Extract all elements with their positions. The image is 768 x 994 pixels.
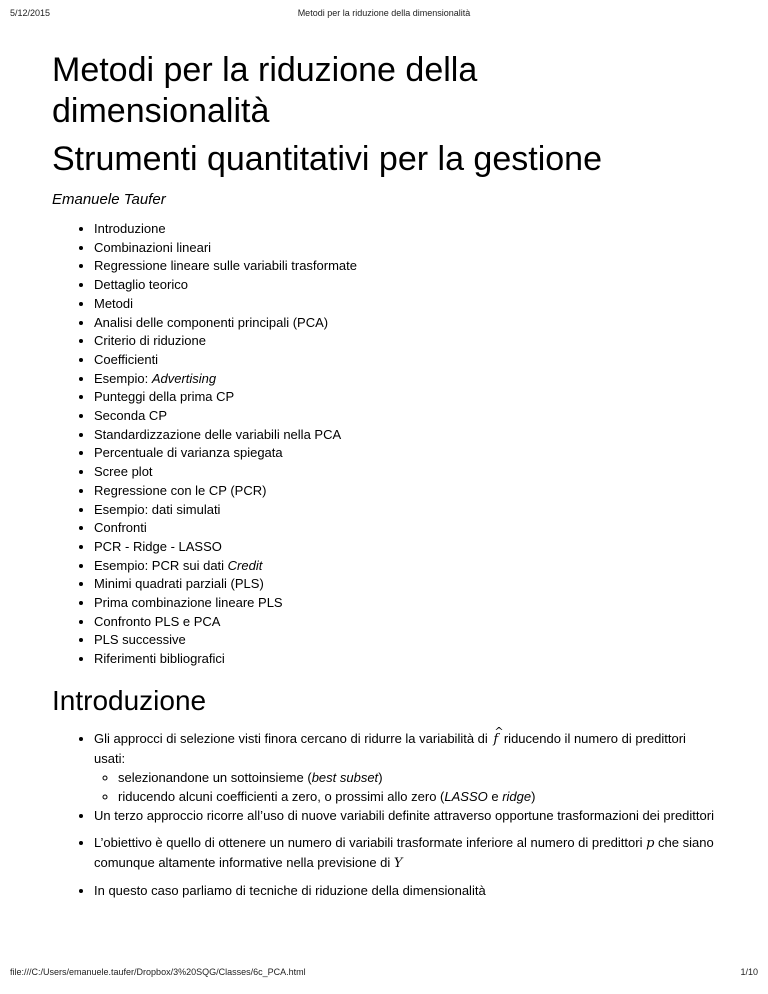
toc-link[interactable]: • Punteggi della prima CP (94, 388, 732, 407)
emphasis-text: best subset (311, 769, 379, 785)
toc-link-text: Esempio: PCR sui dati (94, 557, 228, 573)
toc-link[interactable]: • Coefficienti (94, 351, 732, 370)
list-item: • In questo caso parliamo di tecniche di riduzione della dimensionalità (94, 881, 714, 900)
toc-link[interactable]: • Esempio: dati simulati (94, 501, 732, 520)
intro-text: ) (378, 769, 383, 785)
file-path: file:///C:/Users/emanuele.taufer/Dropbox/3%20SQG/Classes/6c_PCA.html (10, 967, 306, 977)
author-name: Emanuele Taufer (52, 191, 166, 208)
intro-text: riducendo alcuni coefficienti a zero, o prossimi allo zero ( (118, 788, 445, 804)
intro-sub-list (94, 768, 714, 806)
toc-link[interactable]: • Metodi (94, 295, 732, 314)
print-date: 5/12/2015 (10, 8, 51, 18)
intro-text: e (487, 788, 503, 804)
toc-link[interactable]: • PCR - Ridge - LASSO (94, 538, 732, 557)
toc-link[interactable]: • Introduzione (94, 220, 732, 239)
document-subtitle: Strumenti quantitativi per la gestione (52, 140, 602, 178)
list-item (94, 729, 714, 806)
document-content (52, 50, 732, 908)
intro-text: L’obiettivo è quello di ottenere un numero di variabili trasformate inferiore al numero di predittori (94, 834, 647, 850)
toc-link[interactable] (94, 557, 732, 576)
f-hat-symbol: ^ f (491, 730, 500, 749)
toc-link[interactable] (94, 370, 732, 389)
toc-link-emphasis: Credit (227, 557, 263, 573)
toc-link[interactable]: • Seconda CP (94, 407, 732, 426)
toc-link-emphasis: Advertising (151, 370, 217, 386)
print-footer (0, 965, 768, 979)
toc-link[interactable]: • Dettaglio teorico (94, 276, 732, 295)
section-heading-introduzione: Introduzione (52, 684, 207, 716)
toc-link[interactable]: • Prima combinazione lineare PLS (94, 594, 732, 613)
toc-link[interactable]: • Minimi quadrati parziali (PLS) (94, 575, 732, 594)
toc-link[interactable]: • Criterio di riduzione (94, 332, 732, 351)
toc-link[interactable]: • PLS successive (94, 631, 732, 650)
toc-link[interactable]: • Percentuale di varianza spiegata (94, 444, 732, 463)
list-item: • Un terzo approccio ricorre all’uso di nuove variabili definite attraverso opportune trasformazioni dei predittori (94, 806, 714, 825)
emphasis-text: LASSO (444, 788, 488, 804)
emphasis-text: ridge (502, 788, 532, 804)
print-header (0, 6, 768, 20)
toc-link-text: Esempio: (94, 370, 152, 386)
intro-text: Gli approcci di selezione visti finora cercano di ridurre la variabilità di (94, 730, 488, 746)
toc-link[interactable]: • Regressione lineare sulle variabili trasformate (94, 257, 732, 276)
toc-link[interactable]: • Combinazioni lineari (94, 239, 732, 258)
intro-text: riducendo il numero di predittori usati: (94, 730, 686, 766)
toc-link[interactable]: • Riferimenti bibliografici (94, 650, 732, 669)
document-title: Metodi per la riduzione della dimensionalità (52, 51, 478, 130)
toc-link[interactable]: • Standardizzazione delle variabili nella PCA (94, 426, 732, 445)
list-item (118, 787, 714, 806)
list-item (118, 768, 714, 787)
table-of-contents (52, 220, 732, 669)
page-number: 1/10 (740, 967, 758, 977)
print-page-title: Metodi per la riduzione della dimensionalità (297, 8, 471, 18)
intro-bullet-list (52, 729, 714, 900)
intro-text: ) (531, 788, 536, 804)
toc-link[interactable]: • Confronti (94, 519, 732, 538)
intro-text: selezionandone un sottoinsieme ( (118, 769, 312, 785)
toc-link[interactable]: • Regressione con le CP (PCR) (94, 482, 732, 501)
toc-link[interactable]: • Confronto PLS e PCA (94, 613, 732, 632)
list-item (94, 833, 714, 873)
intro-text: che siano comunque altamente informative nella previsione di (94, 834, 714, 870)
p-symbol: p (646, 835, 655, 851)
y-symbol: Y (393, 855, 403, 871)
toc-link[interactable]: • Scree plot (94, 463, 732, 482)
toc-link[interactable]: • Analisi delle componenti principali (PCA) (94, 314, 732, 333)
